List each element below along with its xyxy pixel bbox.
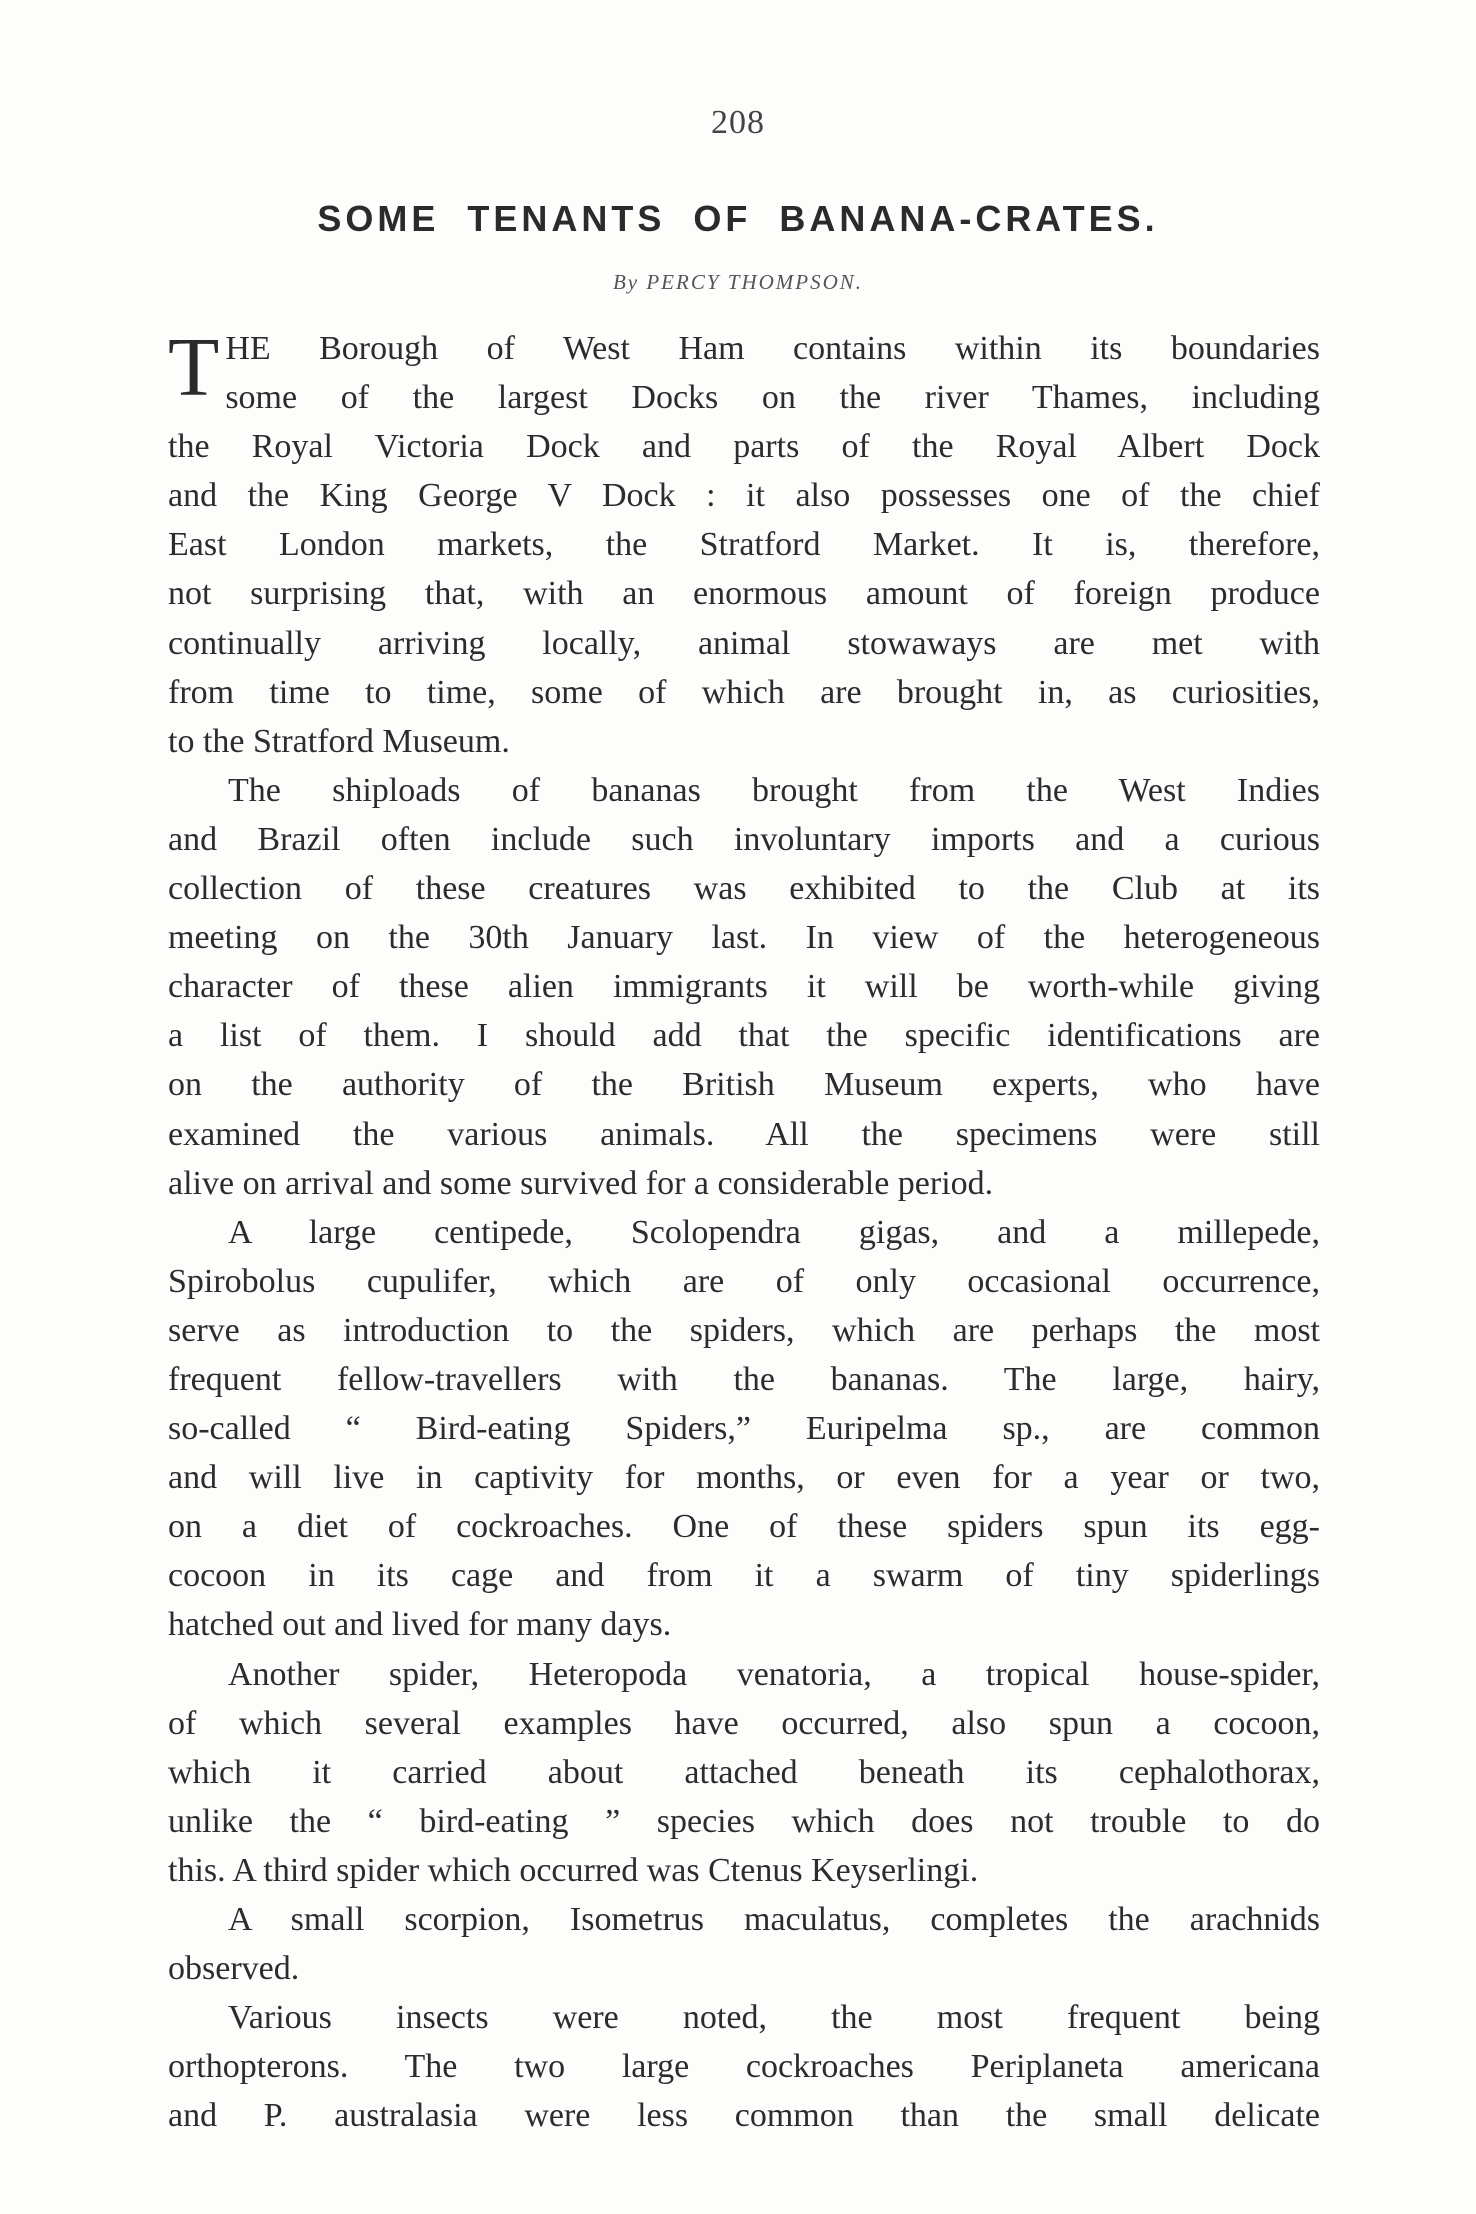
text-line: on a diet of cockroaches. One of these spiders spun its egg- [168,1508,1320,1546]
text-line: cocoon in its cage and from it a swarm of tiny spiderlings [168,1557,1320,1595]
text-line: and P. australasia were less common than the small delicate [168,2097,1320,2135]
text-line: the Royal Victoria Dock and parts of the Royal Albert Dock [168,428,1320,466]
text-line: meeting on the 30th January last. In view of the heterogeneous [168,919,1320,957]
text-line: continually arriving locally, animal stowaways are met with [168,624,1320,662]
text-line: character of these alien immigrants it will be worth-while giving [168,968,1320,1006]
text-line: from time to time, some of which are brought in, as curiosities, [168,673,1320,711]
text-line: on the authority of the British Museum experts, who have [168,1066,1320,1104]
text-line: orthopterons. The two large cockroaches Periplaneta americana [168,2048,1320,2086]
text-line: Spirobolus cupulifer, which are of only occasional occurrence, [168,1262,1320,1300]
page-number: 208 [711,104,765,141]
text-line: of which several examples have occurred, also spun a cocoon, [168,1704,1320,1742]
text-line: East London markets, the Stratford Market. It is, therefore, [168,526,1320,564]
text-line: and Brazil often include such involuntary imports and a curious [168,820,1320,858]
text-line: HE Borough of West Ham contains within its boundaries [225,330,1320,367]
text-line: The shiploads of bananas brought from the West Indies [228,771,1320,809]
text-line: not surprising that, with an enormous amount of foreign produce [168,575,1320,613]
article-body [168,321,1320,2140]
text-line: A small scorpion, Isometrus maculatus, completes the arachnids [228,1901,1320,1938]
text-line: and the King George V Dock : it also possesses one of the chief [168,477,1320,515]
text-line: observed. [168,1950,300,1988]
text-line: this. A third spider which occurred was Ctenus Keyserlingi. [168,1851,979,1889]
drop-cap: T [168,321,220,414]
article-byline: By PERCY THOMPSON. [612,270,864,294]
article-title: SOME TENANTS OF BANANA-CRATES. [317,198,1159,239]
text-line: Various insects were noted, the most frequent being [228,1999,1320,2037]
text-line: unlike the “ bird-eating ” species which does not trouble to do [168,1802,1320,1840]
text-line: so-called “ Bird-eating Spiders,” Euripelma sp., are common [168,1410,1320,1448]
text-line: to the Stratford Museum. [168,722,510,760]
text-line: frequent fellow-travellers with the bananas. The large, hairy, [168,1360,1320,1398]
text-line: examined the various animals. All the specimens were still [168,1115,1320,1153]
text-line: A large centipede, Scolopendra gigas, and a millepede, [228,1213,1320,1251]
text-line: collection of these creatures was exhibited to the Club at its [168,870,1320,908]
text-line: Another spider, Heteropoda venatoria, a tropical house-spider, [228,1655,1320,1693]
text-line: hatched out and lived for many days. [168,1606,672,1644]
text-line: which it carried about attached beneath its cephalothorax, [168,1753,1320,1791]
text-line: a list of them. I should add that the specific identifications are [168,1017,1320,1055]
text-line: some of the largest Docks on the river Thames, including [225,379,1320,417]
text-line: serve as introduction to the spiders, which are perhaps the most [168,1311,1320,1349]
text-line: alive on arrival and some survived for a considerable period. [168,1164,994,1202]
text-line: and will live in captivity for months, or even for a year or two, [168,1459,1320,1497]
